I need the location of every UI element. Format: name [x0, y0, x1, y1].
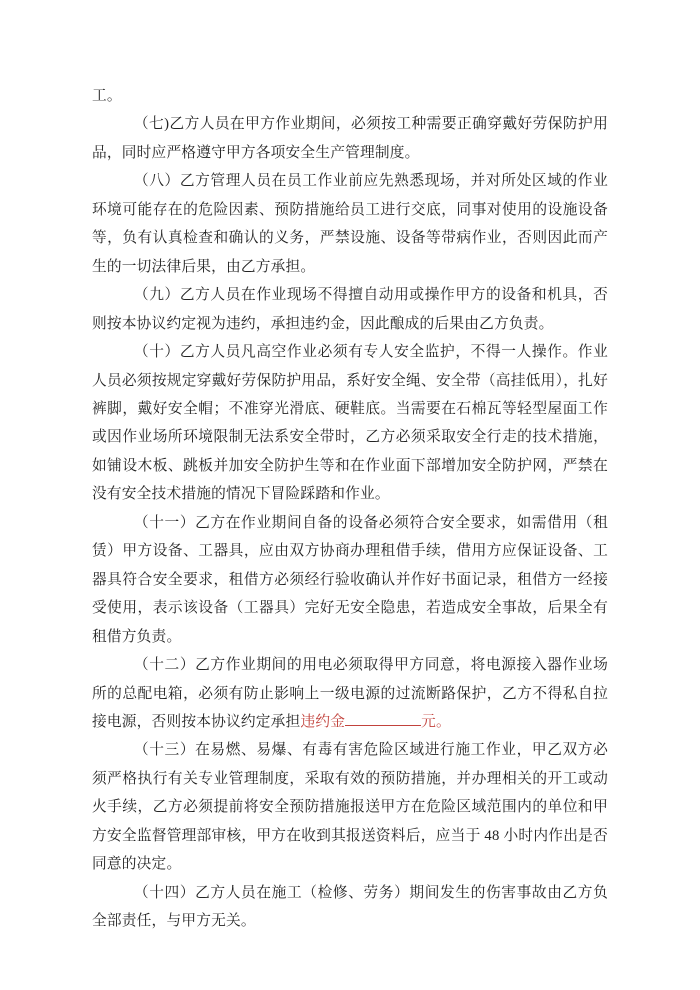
- text-run: （八）乙方管理人员在员工作业前应先熟悉现场，并对所处区域的作业环境可能存在的危险因素、预防措施给员工进行交底，同事对使用的设施设备等，负有认真检查和确认的义务，严禁设施、设备等带病作业，否则因此而产生的一切法律后果，由乙方承担。: [92, 173, 608, 275]
- clause-7: [92, 110, 608, 167]
- clause-11: [92, 509, 608, 651]
- clause-14: [92, 879, 608, 936]
- text-run: （十）乙方人员凡高空作业必须有专人安全监护，不得一人操作。作业人员必须按规定穿戴好劳保防护用品，系好安全绳、安全带（高挂低用），扎好裤脚，戴好安全帽；不准穿光滑底、硬鞋底。当需要在石棉瓦等轻型屋面工作或因作业场所环境限制无法系安全带时，乙方必须采取安全行走的技术措施，如铺设木板、跳板并加安全防护生等和在作业面下部增加安全防护网，严禁在没有安全技术措施的情况下冒险踩踏和作业。: [92, 344, 608, 503]
- text-run: （十一）乙方在作业期间自备的设备必须符合安全要求，如需借用（租赁）甲方设备、工器具，应由双方协商办理租借手续，借用方应保证设备、工器具符合安全要求，租借方必须经行验收确认并作好书面记录，租借方一经接受使用，表示该设备（工器具）完好无安全隐患，若造成安全事故，后果全有租借方负责。: [92, 514, 608, 645]
- penalty-red-text: 元。: [421, 713, 451, 730]
- clause-12: [92, 651, 608, 736]
- penalty-red-text: 违约金: [300, 713, 346, 730]
- text-run: （十二）乙方作业期间的用电必须取得甲方同意，将电源接入器作业场所的总配电箱，必须有防止影响上一级电源的过流断路保护，乙方不得私自拉接电源，否则按本协议约定承担: [92, 657, 608, 730]
- clause-13: [92, 736, 608, 878]
- document-body: [92, 82, 608, 936]
- text-run: 工。: [92, 88, 122, 104]
- clause-9: [92, 281, 608, 338]
- text-run: （十三）在易燃、易爆、有毒有害危险区域进行施工作业，甲乙双方必须严格执行有关专业管理制度，采取有效的预防措施，并办理相关的开工或动火手续，乙方必须提前将安全预防措施报送甲方在危险区域范围内的单位和甲方安全监督管理部审核，甲方在收到其报送资料后，应当于 48 小时内作出是否同意的决定。: [92, 742, 608, 873]
- text-run: （九）乙方人员在作业现场不得擅自动用或操作甲方的设备和机具，否则按本协议约定视为违约，承担违约金，因此酿成的后果由乙方负责。: [92, 287, 608, 332]
- clause-continuation: [92, 82, 608, 110]
- clause-8: [92, 167, 608, 281]
- clause-10: [92, 338, 608, 509]
- penalty-amount-blank: [345, 711, 421, 726]
- text-run: （十四）乙方人员在施工（检修、劳务）期间发生的伤害事故由乙方负全部责任，与甲方无关。: [92, 884, 608, 930]
- text-run: （七)乙方人员在甲方作业期间，必须按工种需要正确穿戴好劳保防护用品，同时应严格遵守甲方各项安全生产管理制度。: [92, 116, 608, 161]
